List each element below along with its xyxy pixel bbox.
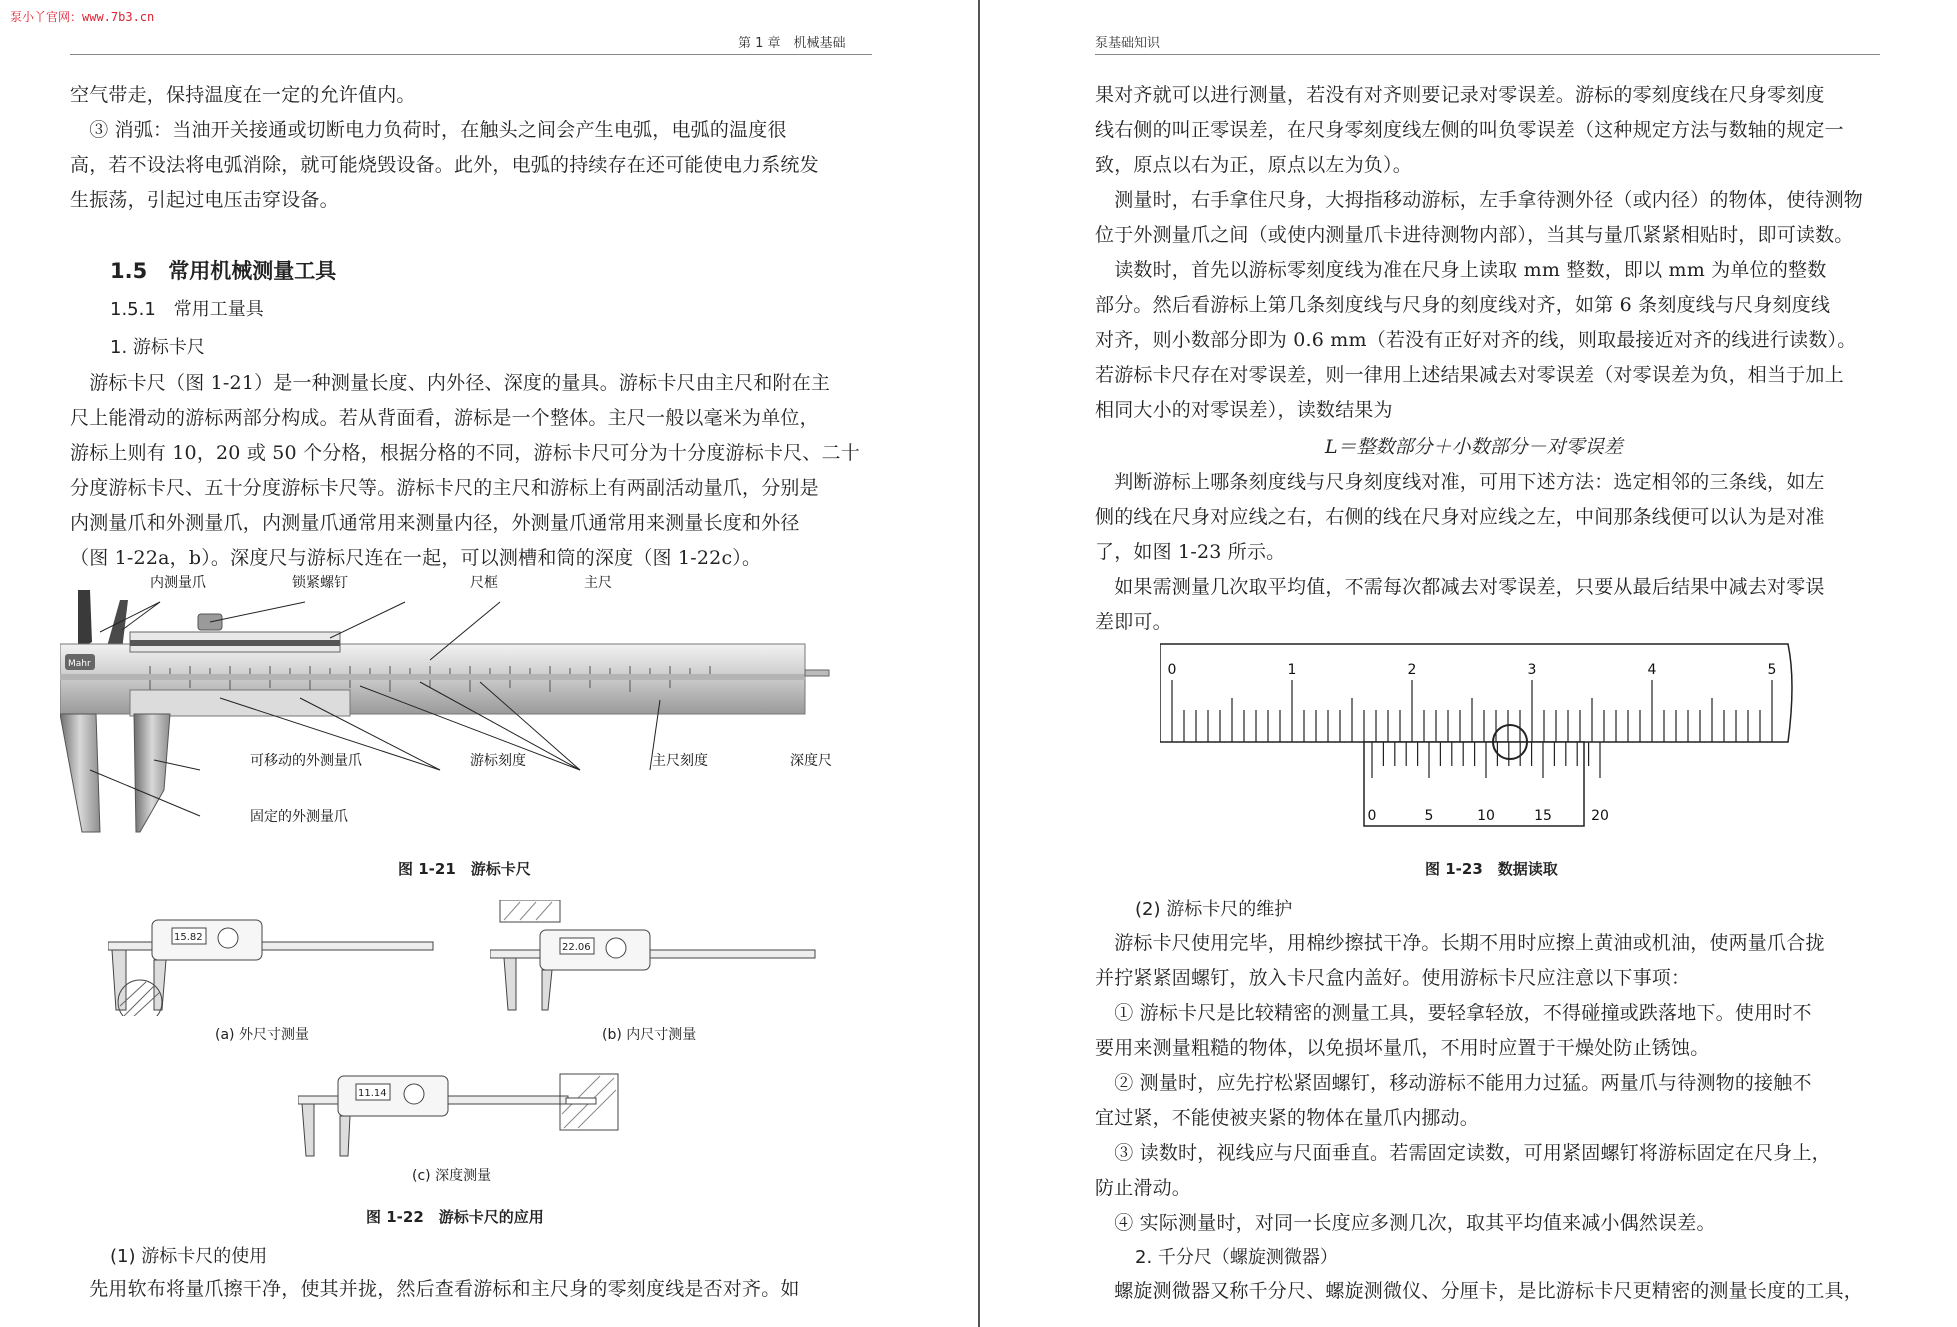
paragraph-line: ② 测量时，应先拧松紧固螺钉，移动游标不能用力过猛。两量爪与待测物的接触不 <box>1095 1072 1812 1094</box>
paragraph-line: ③ 读数时，视线应与尺面垂直。若需固定读数，可用紧固螺钉将游标固定在尺身上， <box>1095 1142 1831 1164</box>
paragraph-line: 侧的线在尺身对应线之右，右侧的线在尺身对应线之左，中间那条线便可以认为是对准 <box>1095 506 1825 528</box>
paragraph-line: 螺旋测微器又称千分尺、螺旋测微仪、分厘卡，是比游标卡尺更精密的测量长度的工具， <box>1095 1280 1864 1302</box>
vernier-label: 0 <box>1367 808 1377 824</box>
paragraph-line: 生振荡，引起过电压击穿设备。 <box>70 189 339 211</box>
header-rule <box>70 54 872 55</box>
vernier-label: 10 <box>1477 808 1495 824</box>
paragraph-line: 游标卡尺使用完毕，用棉纱擦拭干净。长期不用时应擦上黄油或机油，使两量爪合拢 <box>1095 932 1825 954</box>
paragraph-line: 相同大小的对零误差），读数结果为 <box>1095 399 1393 421</box>
figure-1-21-caliper <box>60 570 880 840</box>
running-header: 泵基础知识 <box>1095 36 1161 51</box>
paragraph-line: 对齐，则小数部分即为 0.6 mm（若没有正好对齐的线，则取最接近对齐的线进行读数）。 <box>1095 329 1857 351</box>
label-frame: 尺框 <box>470 575 498 591</box>
figure-caption: 图 1-22 游标卡尺的应用 <box>366 1208 544 1226</box>
vernier-label: 15 <box>1534 808 1552 824</box>
subfigure-caption-b: (b) 内尺寸测量 <box>602 1027 697 1043</box>
figure-1-22c-depth-measure <box>298 1062 623 1157</box>
figure-1-23-scale-reading <box>1160 642 1800 832</box>
watermark: 泵小丫官网：www.7b3.cn <box>10 10 155 24</box>
label-vernier-scale: 游标刻度 <box>470 753 526 769</box>
paragraph-line: 若游标卡尺存在对零误差，则一律用上述结果减去对零误差（对零误差为负，相当于加上 <box>1095 364 1844 386</box>
paragraph-line: 测量时，右手拿住尺身，大拇指移动游标，左手拿待测外径（或内径）的物体，使待测物 <box>1095 189 1864 211</box>
label-inner-jaw: 内测量爪 <box>150 575 206 591</box>
vernier-label: 20 <box>1591 808 1609 824</box>
paragraph-line: 部分。然后看游标上第几条刻度线与尺身的刻度线对齐，如第 6 条刻度线与尺身刻度线 <box>1095 294 1831 316</box>
subfigure-caption-c: (c) 深度测量 <box>412 1168 492 1184</box>
paragraph-line: 位于外测量爪之间（或使内测量爪卡进待测物内部），当其与量爪紧紧相贴时，即可读数。 <box>1095 224 1854 246</box>
label-depth-rod: 深度尺 <box>790 753 832 769</box>
figure-caption: 图 1-21 游标卡尺 <box>398 860 531 878</box>
scale-label: 2 <box>1407 662 1417 678</box>
display-readout: 11.14 <box>358 1088 387 1099</box>
figure-1-22b-inner-measure <box>490 900 820 1015</box>
paragraph-line: 差即可。 <box>1095 611 1172 633</box>
display-readout: 22.06 <box>562 942 591 953</box>
paragraph-line: 致，原点以右为正，原点以左为负）。 <box>1095 154 1412 176</box>
paragraph-line: 宜过紧，不能使被夹紧的物体在量爪内挪动。 <box>1095 1107 1480 1129</box>
header-rule <box>1095 54 1880 55</box>
reading-formula: L＝整数部分＋小数部分－对零误差 <box>1325 436 1623 458</box>
right-page <box>980 0 1957 1327</box>
paragraph-line: 果对齐就可以进行测量，若没有对齐则要记录对零误差。游标的零刻度线在尺身零刻度 <box>1095 84 1825 106</box>
brand-label: Mahr <box>68 659 91 669</box>
scale-label: 4 <box>1647 662 1657 678</box>
scale-label: 0 <box>1167 662 1177 678</box>
paragraph-line: ④ 实际测量时，对同一长度应多测几次，取其平均值来减小偶然误差。 <box>1095 1212 1716 1234</box>
item-heading: (1) 游标卡尺的使用 <box>110 1246 268 1267</box>
label-lock-screw: 锁紧螺钉 <box>292 575 348 591</box>
paragraph-line: 读数时，首先以游标零刻度线为准在尺身上读取 mm 整数，即以 mm 为单位的整数 <box>1095 259 1827 281</box>
paragraph-line: 防止滑动。 <box>1095 1177 1192 1199</box>
paragraph-line: 分度游标卡尺、五十分度游标卡尺等。游标卡尺的主尺和游标上有两副活动量爪，分别是 <box>70 477 819 499</box>
label-movable-jaw: 可移动的外测量爪 <box>250 753 362 769</box>
paragraph-line: 线右侧的叫正零误差，在尺身零刻度线左侧的叫负零误差（这种规定方法与数轴的规定一 <box>1095 119 1844 141</box>
paragraph-line: 并拧紧紧固螺钉，放入卡尺盒内盖好。使用游标卡尺应注意以下事项： <box>1095 967 1691 989</box>
paragraph-line: （图 1-22a，b）。深度尺与游标尺连在一起，可以测槽和筒的深度（图 1-22c）。 <box>70 547 762 569</box>
item-heading: 1. 游标卡尺 <box>110 337 205 358</box>
paragraph-line: 游标上则有 10，20 或 50 个分格，根据分格的不同，游标卡尺可分为十分度游标卡尺、二十 <box>70 442 860 464</box>
section-title: 1.5 常用机械测量工具 <box>110 259 337 283</box>
subsection-title: 1.5.1 常用工量具 <box>110 299 264 320</box>
label-main-scale: 主尺 <box>584 575 612 591</box>
label-main-graduation: 主尺刻度 <box>652 753 708 769</box>
paragraph-line: 了，如图 1-23 所示。 <box>1095 541 1286 563</box>
paragraph-line: 如果需测量几次取平均值，不需每次都减去对零误差，只要从最后结果中减去对零误 <box>1095 576 1825 598</box>
subfigure-caption-a: (a) 外尺寸测量 <box>215 1027 309 1043</box>
figure-caption: 图 1-23 数据读取 <box>1425 860 1558 878</box>
paragraph-line: 内测量爪和外测量爪，内测量爪通常用来测量内径，外测量爪通常用来测量长度和外径 <box>70 512 800 534</box>
scale-label: 5 <box>1767 662 1777 678</box>
figure-1-22a-outer-measure <box>108 906 438 1016</box>
paragraph-line: 游标卡尺（图 1-21）是一种测量长度、内外径、深度的量具。游标卡尺由主尺和附在主 <box>70 372 831 394</box>
scale-label: 3 <box>1527 662 1537 678</box>
vernier-label: 5 <box>1424 808 1434 824</box>
paragraph-line: 空气带走，保持温度在一定的允许值内。 <box>70 84 416 106</box>
item-heading: 2. 千分尺（螺旋测微器） <box>1135 1247 1338 1268</box>
item-heading: (2) 游标卡尺的维护 <box>1135 899 1293 920</box>
paragraph-line: 高，若不设法将电弧消除，就可能烧毁设备。此外，电弧的持续存在还可能使电力系统发 <box>70 154 819 176</box>
left-page <box>0 0 978 1327</box>
paragraph-line: 先用软布将量爪擦干净，使其并拢，然后查看游标和主尺身的零刻度线是否对齐。如 <box>70 1278 800 1300</box>
paragraph-line: ③ 消弧：当油开关接通或切断电力负荷时，在触头之间会产生电弧，电弧的温度很 <box>70 119 787 141</box>
label-fixed-jaw: 固定的外测量爪 <box>250 809 348 825</box>
paragraph-line: ① 游标卡尺是比较精密的测量工具，要轻拿轻放，不得碰撞或跌落地下。使用时不 <box>1095 1002 1812 1024</box>
paragraph-line: 要用来测量粗糙的物体，以免损坏量爪，不用时应置于干燥处防止锈蚀。 <box>1095 1037 1710 1059</box>
running-header: 第 1 章 机械基础 <box>738 36 846 51</box>
scale-label: 1 <box>1287 662 1297 678</box>
paragraph-line: 判断游标上哪条刻度线与尺身刻度线对准，可用下述方法：选定相邻的三条线，如左 <box>1095 471 1825 493</box>
paragraph-line: 尺上能滑动的游标两部分构成。若从背面看，游标是一个整体。主尺一般以毫米为单位， <box>70 407 819 429</box>
display-readout: 15.82 <box>174 932 203 943</box>
